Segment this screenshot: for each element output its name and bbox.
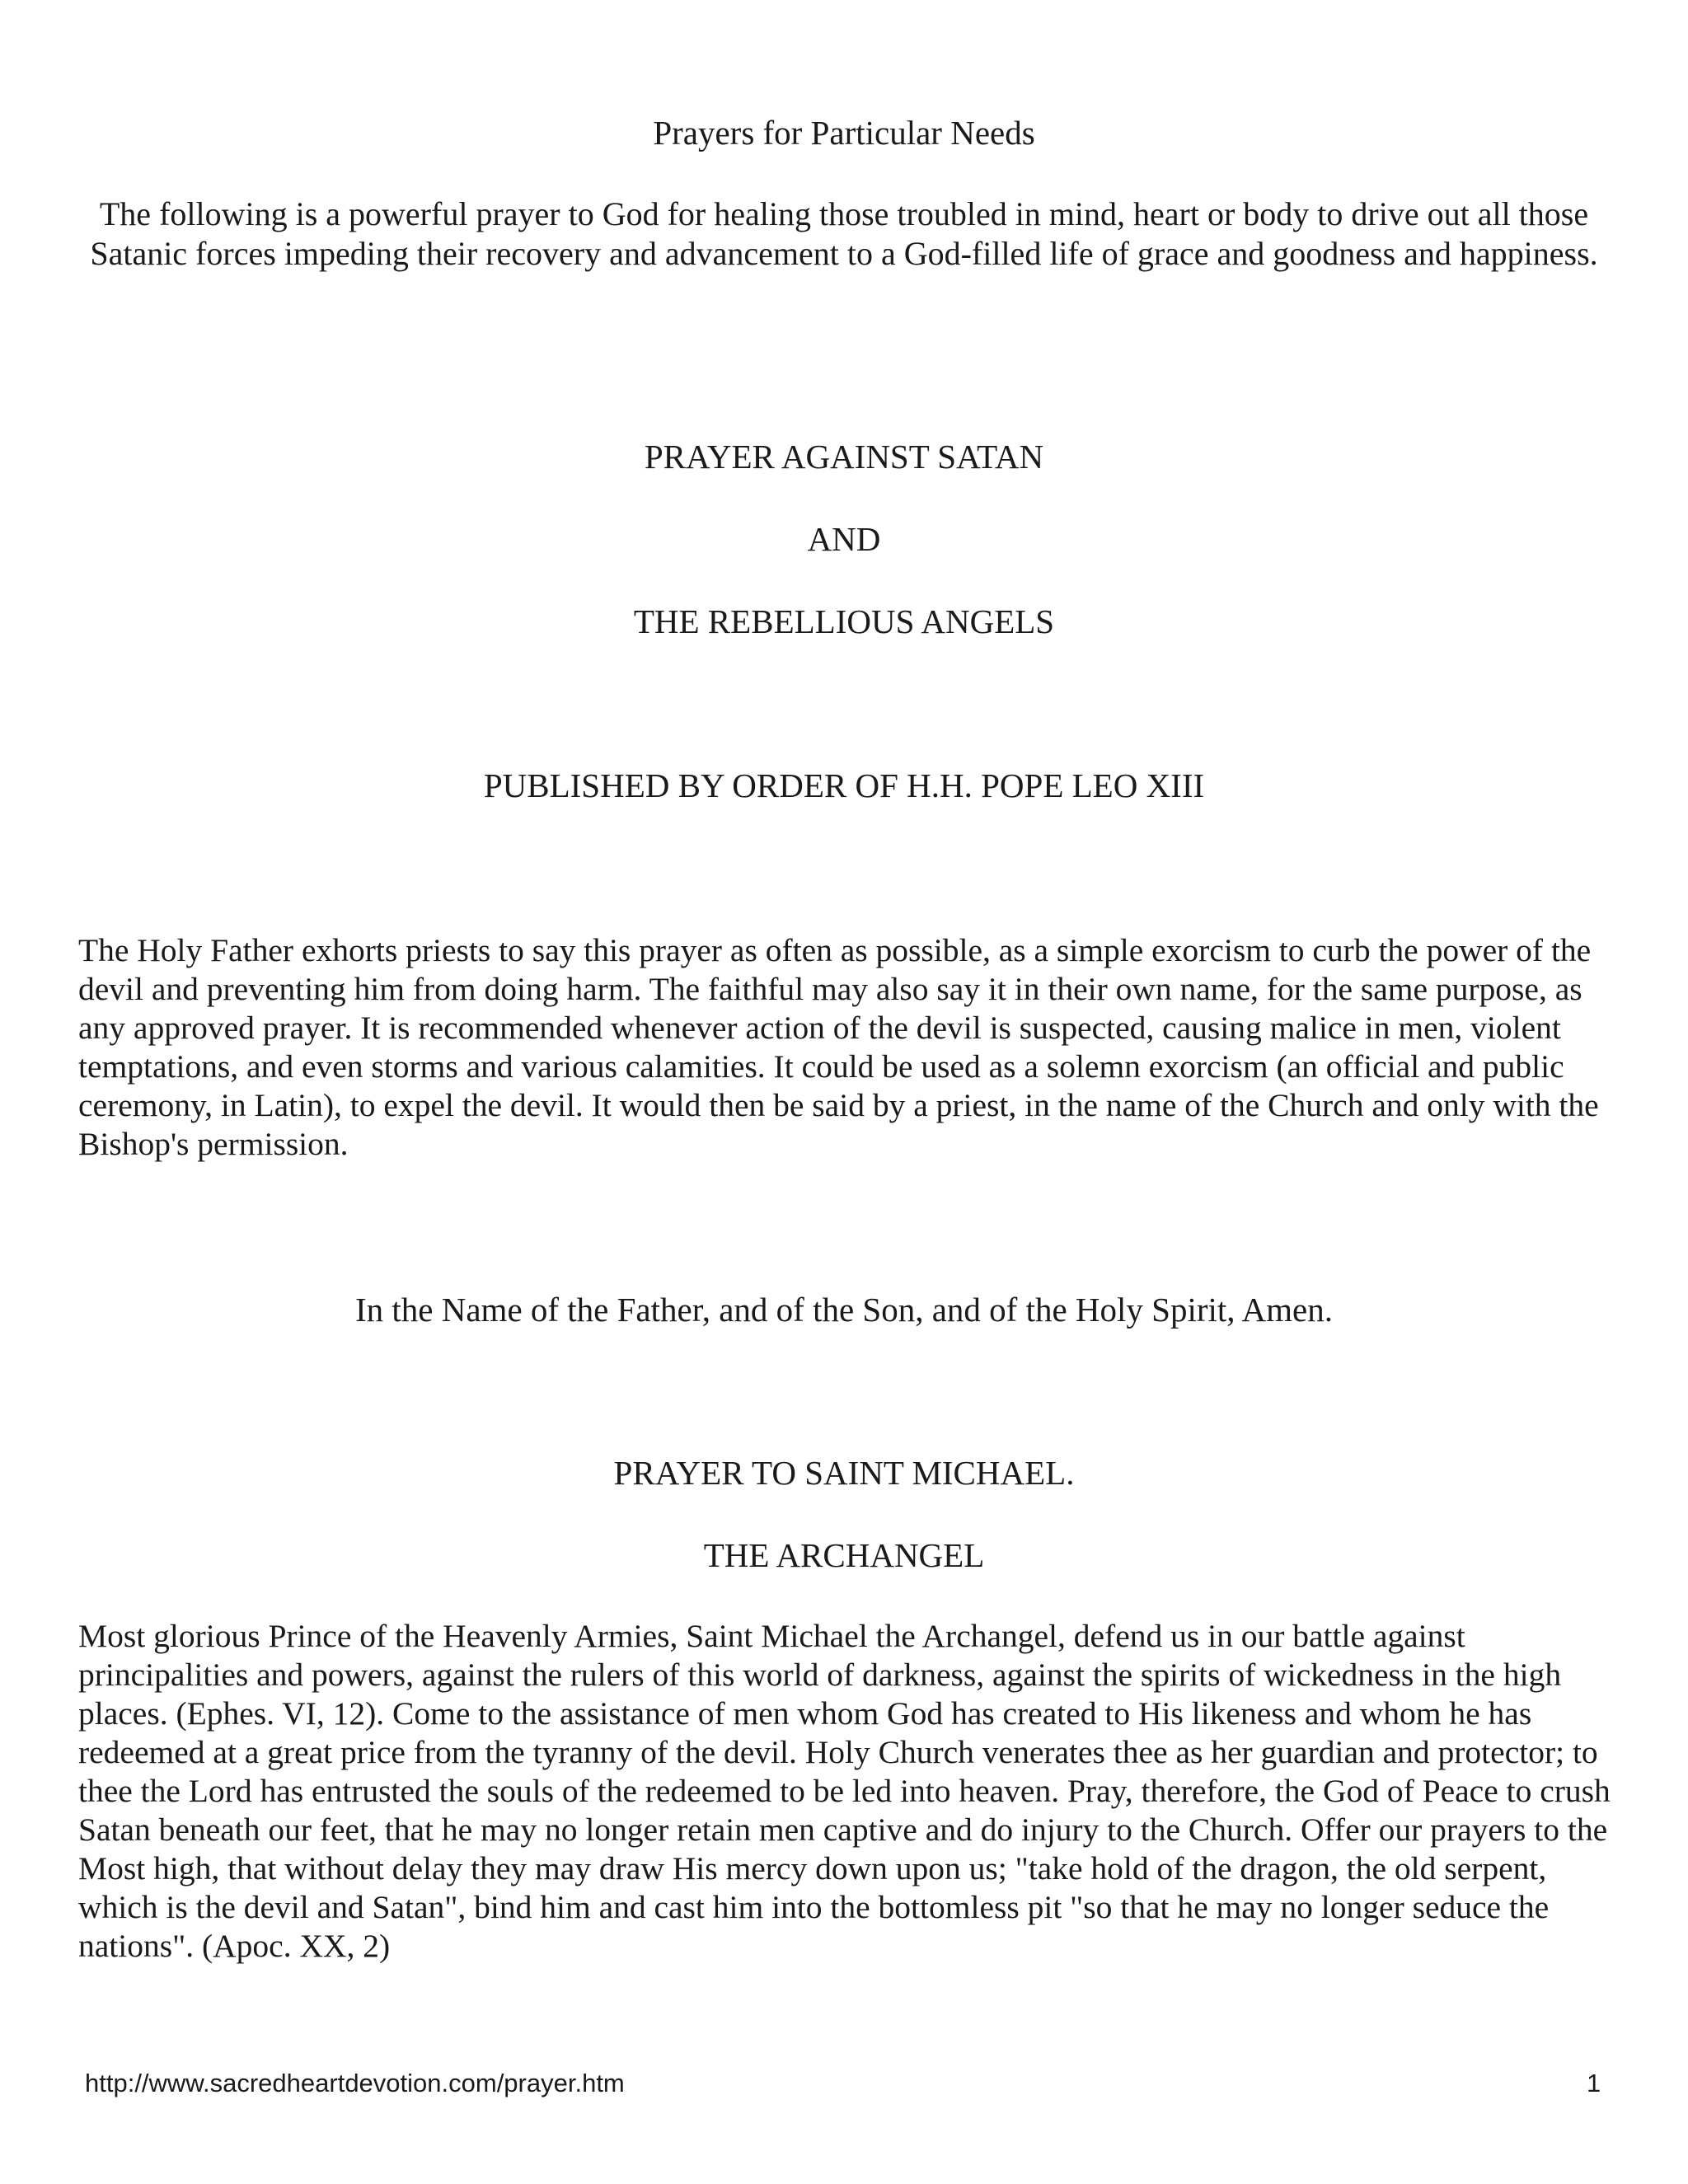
section-title: Prayers for Particular Needs (653, 114, 1035, 152)
page-number: 1 (1587, 2069, 1601, 2097)
title-line-2: AND (807, 520, 881, 558)
title-line-3: THE REBELLIOUS ANGELS (633, 602, 1055, 640)
prayer-body-paragraph: Most glorious Prince of the Heavenly Armies, Saint Michael the Archangel, defend us in our battle against principalities and powers, against the rulers of this world of darkness, against the spirits of wickedness in the high places. (Ephes. VI, 12). Come to the assistance of men whom God has created to His likeness and whom he has redeemed at a great price from the tyranny of the devil. Holy Church venerates thee as her guardian and protector; to thee the Lord has entrusted the souls of the redeemed to be led into heaven. Pray, therefore, the God of Peace to crush Satan beneath our feet, that he may no longer retain men captive and do injury to the Church. Offer our prayers to the Most high, that without delay they may draw His mercy down upon us; "take hold of the dragon, the old serpent, which is the devil and Satan", bind him and cast him into the bottomless pit "so that he may no longer seduce the nations". (Apoc. XX, 2) (78, 1618, 1611, 1964)
invocation-line: In the Name of the Father, and of the Son, and of the Holy Spirit, Amen. (355, 1291, 1333, 1329)
exhortation-paragraph: The Holy Father exhorts priests to say this prayer as often as possible, as a simple exorcism to curb the power of the devil and preventing him from doing harm. The faithful may also say it in their own name, for the same purpose, as any approved prayer. It is recommended whenever action of the devil is suspected, causing malice in men, violent temptations, and even storms and various calamities. It could be used as a solemn exorcism (an official and public ceremony, in Latin), to expel the devil. It would then be said by a priest, in the name of the Church and only with the Bishop's permission. (78, 932, 1599, 1162)
prayer-title-2: THE ARCHANGEL (703, 1536, 985, 1574)
footer-url-link[interactable]: http://www.sacredheartdevotion.com/prayer.htm (85, 2069, 625, 2097)
prayer-title-1: PRAYER TO SAINT MICHAEL. (613, 1454, 1075, 1492)
published-by-line: PUBLISHED BY ORDER OF H.H. POPE LEO XIII (483, 766, 1205, 804)
intro-paragraph: The following is a powerful prayer to God for healing those troubled in mind, heart or body to drive out all those Satanic forces impeding their recovery and advancement to a God-filled life of grace and goodness and happiness. (90, 195, 1598, 272)
title-line-1: PRAYER AGAINST SATAN (644, 438, 1044, 476)
